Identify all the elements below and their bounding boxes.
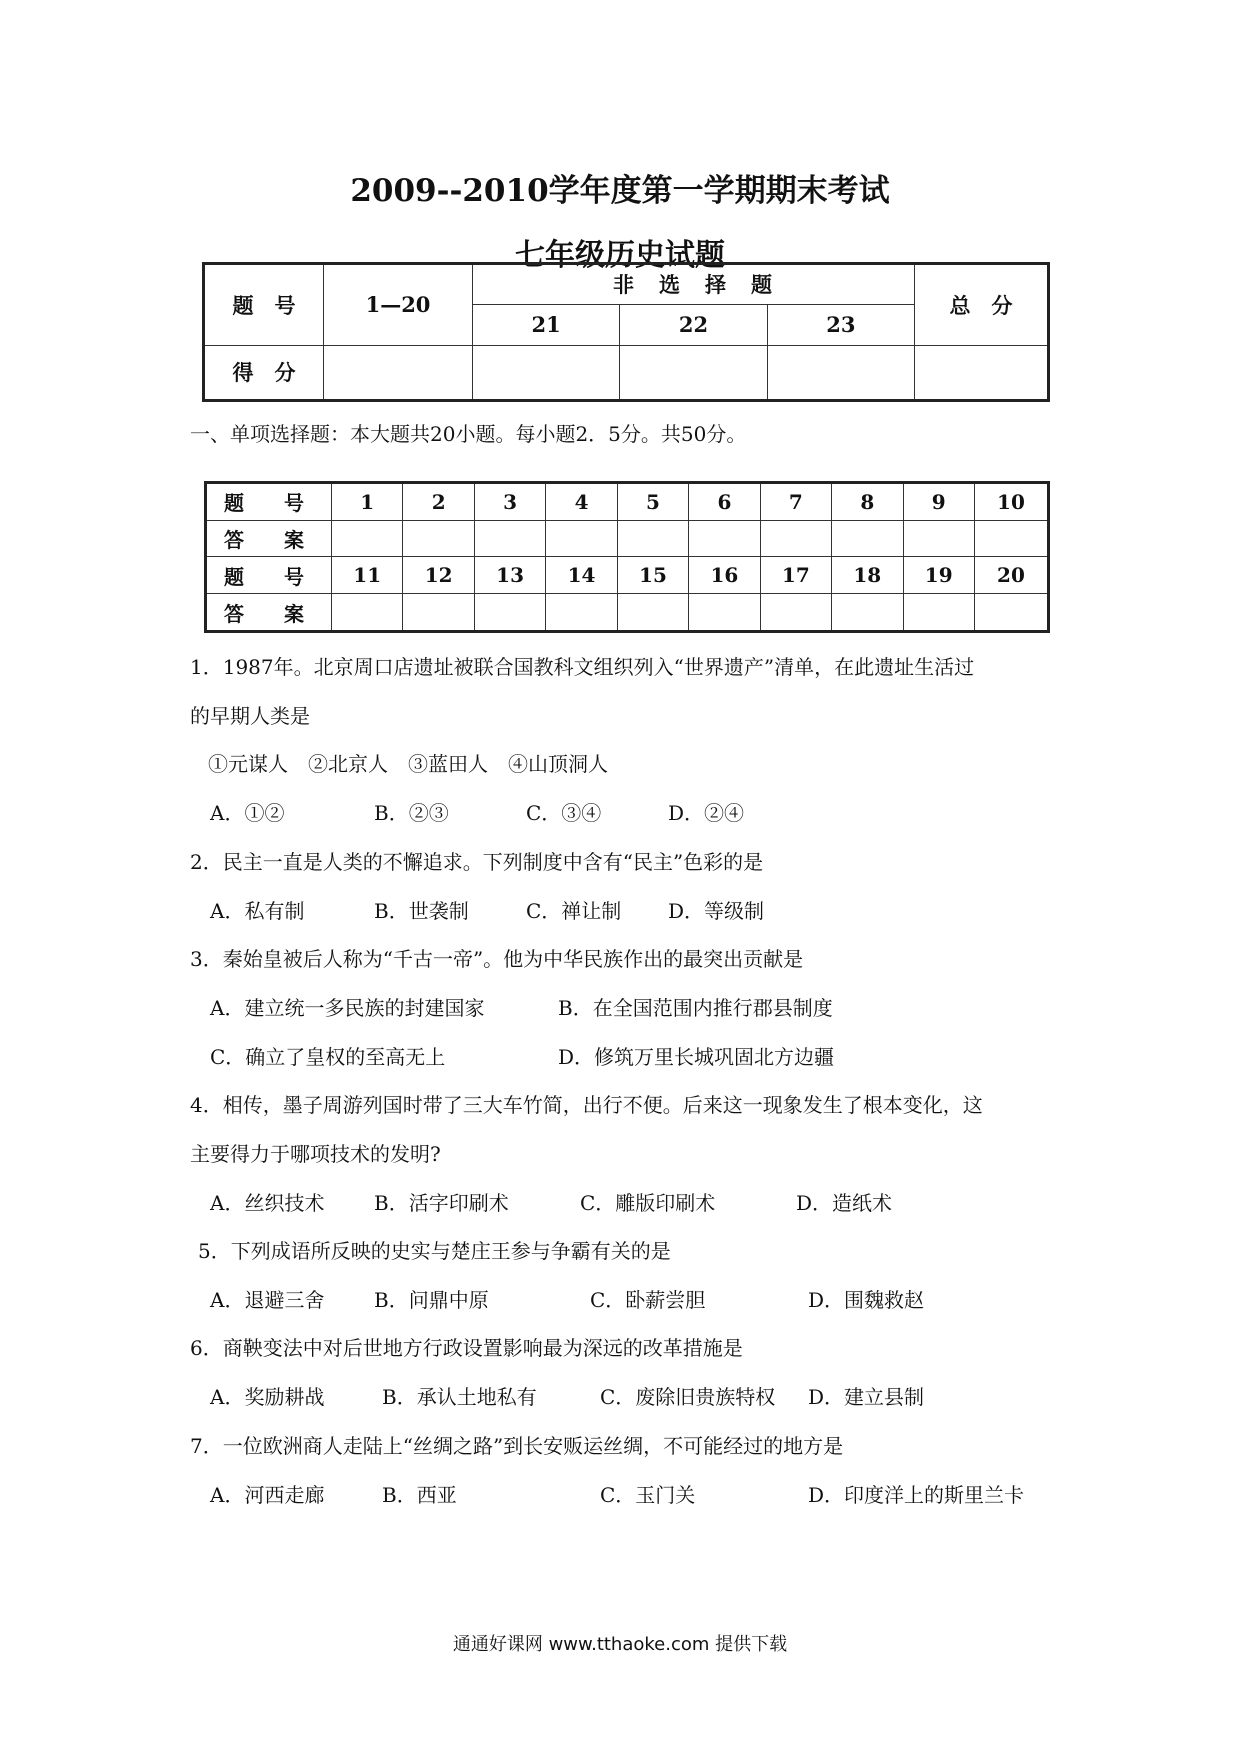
question-1-items: ①元谋人 ②北京人 ③蓝田人 ④山顶洞人 [208, 752, 608, 776]
score-cell[interactable] [620, 345, 767, 400]
answer-cell[interactable] [403, 520, 474, 557]
option-c[interactable]: C．卧薪尝胆 [590, 1288, 706, 1312]
option-d[interactable]: D．修筑万里长城巩固北方边疆 [558, 1045, 835, 1069]
answer-table-answer-label: 答 案 [206, 520, 332, 557]
question-1-text: 1．1987年。北京周口店遗址被联合国教科文组织列入“世界遗产”清单，在此遗址生活过 [190, 655, 975, 679]
answer-table [204, 481, 1050, 633]
option-b[interactable]: B．世袭制 [374, 899, 469, 923]
answer-cell[interactable] [546, 594, 617, 632]
option-c[interactable]: C．玉门关 [600, 1483, 696, 1507]
answer-cell[interactable] [617, 594, 688, 632]
option-a[interactable]: A．①② [210, 801, 285, 825]
option-d[interactable]: D．围魏救赵 [808, 1288, 925, 1312]
question-number: 11 [332, 557, 403, 594]
question-number: 10 [974, 483, 1048, 521]
question-number: 6 [689, 483, 760, 521]
question-4-text: 4．相传，墨子周游列国时带了三大车竹简，出行不便。后来这一现象发生了根本变化，这 [190, 1093, 983, 1117]
answer-table-answer-label: 答 案 [206, 594, 332, 632]
score-table [202, 262, 1050, 402]
score-row-label-number: 题 号 [204, 264, 324, 346]
question-number: 13 [474, 557, 545, 594]
question-number: 8 [832, 483, 903, 521]
option-d[interactable]: D．印度洋上的斯里兰卡 [808, 1483, 1025, 1507]
question-number: 16 [689, 557, 760, 594]
option-c[interactable]: C．确立了皇权的至高无上 [210, 1045, 446, 1069]
option-b[interactable]: B．问鼎中原 [374, 1288, 489, 1312]
question-number: 20 [974, 557, 1048, 594]
question-number: 5 [617, 483, 688, 521]
answer-cell[interactable] [332, 594, 403, 632]
answer-cell[interactable] [332, 520, 403, 557]
score-col-choice: 1—20 [324, 264, 473, 346]
section-heading: 一、单项选择题：本大题共20小题。每小题2．5分。共50分。 [190, 422, 747, 446]
answer-cell[interactable] [974, 520, 1048, 557]
answer-cell[interactable] [974, 594, 1048, 632]
question-number: 1 [332, 483, 403, 521]
score-row-label-score: 得 分 [204, 345, 324, 400]
answer-cell[interactable] [546, 520, 617, 557]
option-a[interactable]: A．退避三舍 [210, 1288, 325, 1312]
option-a[interactable]: A．丝织技术 [210, 1191, 325, 1215]
option-a[interactable]: A．私有制 [210, 899, 305, 923]
option-b[interactable]: B．活字印刷术 [374, 1191, 509, 1215]
option-b[interactable]: B．承认土地私有 [382, 1385, 537, 1409]
answer-cell[interactable] [617, 520, 688, 557]
option-d[interactable]: D．等级制 [668, 899, 765, 923]
question-number: 12 [403, 557, 474, 594]
option-b[interactable]: B．在全国范围内推行郡县制度 [558, 996, 833, 1020]
question-number: 15 [617, 557, 688, 594]
option-b[interactable]: B．②③ [374, 801, 449, 825]
question-number: 18 [832, 557, 903, 594]
question-3-text: 3．秦始皇被后人称为“千古一帝”。他为中华民族作出的最突出贡献是 [190, 947, 804, 971]
score-cell[interactable] [915, 345, 1049, 400]
question-number: 7 [760, 483, 831, 521]
score-cell[interactable] [324, 345, 473, 400]
answer-cell[interactable] [689, 520, 760, 557]
answer-cell[interactable] [760, 594, 831, 632]
score-col-group: 非 选 择 题 [473, 264, 915, 305]
answer-cell[interactable] [832, 594, 903, 632]
question-number: 3 [474, 483, 545, 521]
answer-table-number-label: 题 号 [206, 483, 332, 521]
option-a[interactable]: A．河西走廊 [210, 1483, 325, 1507]
question-number: 2 [403, 483, 474, 521]
answer-cell[interactable] [689, 594, 760, 632]
question-number: 4 [546, 483, 617, 521]
question-number: 19 [903, 557, 974, 594]
score-col-total: 总 分 [915, 264, 1049, 346]
question-number: 9 [903, 483, 974, 521]
answer-cell[interactable] [760, 520, 831, 557]
option-c[interactable]: C．③④ [526, 801, 602, 825]
question-5-text: 5．下列成语所反映的史实与楚庄王参与争霸有关的是 [198, 1239, 671, 1263]
question-number: 17 [760, 557, 831, 594]
question-1-text-cont: 的早期人类是 [190, 704, 310, 728]
option-b[interactable]: B．西亚 [382, 1483, 457, 1507]
question-7-text: 7．一位欧洲商人走陆上“丝绸之路”到长安贩运丝绸，不可能经过的地方是 [190, 1434, 844, 1458]
answer-cell[interactable] [832, 520, 903, 557]
score-subcol: 22 [620, 304, 767, 345]
score-subcol: 23 [767, 304, 914, 345]
footer-source: 通通好课网 www.tthaoke.com 提供下载 [452, 1634, 788, 1655]
option-c[interactable]: C．禅让制 [526, 899, 622, 923]
score-cell[interactable] [767, 345, 914, 400]
answer-cell[interactable] [474, 594, 545, 632]
option-a[interactable]: A．建立统一多民族的封建国家 [210, 996, 485, 1020]
answer-table-number-label: 题 号 [206, 557, 332, 594]
answer-cell[interactable] [903, 520, 974, 557]
answer-cell[interactable] [403, 594, 474, 632]
score-subcol: 21 [473, 304, 620, 345]
option-d[interactable]: D．造纸术 [796, 1191, 893, 1215]
option-c[interactable]: C．雕版印刷术 [580, 1191, 716, 1215]
option-d[interactable]: D．②④ [668, 801, 745, 825]
question-number: 14 [546, 557, 617, 594]
option-d[interactable]: D．建立县制 [808, 1385, 925, 1409]
question-2-text: 2．民主一直是人类的不懈追求。下列制度中含有“民主”色彩的是 [190, 850, 764, 874]
option-c[interactable]: C．废除旧贵族特权 [600, 1385, 776, 1409]
answer-cell[interactable] [474, 520, 545, 557]
exam-subtitle: 七年级历史试题 [515, 238, 725, 273]
question-6-text: 6．商鞅变法中对后世地方行政设置影响最为深远的改革措施是 [190, 1336, 743, 1360]
option-a[interactable]: A．奖励耕战 [210, 1385, 325, 1409]
question-4-text-cont: 主要得力于哪项技术的发明? [190, 1142, 441, 1166]
score-cell[interactable] [473, 345, 620, 400]
exam-title: 2009--2010学年度第一学期期末考试 [350, 173, 890, 209]
answer-cell[interactable] [903, 594, 974, 632]
